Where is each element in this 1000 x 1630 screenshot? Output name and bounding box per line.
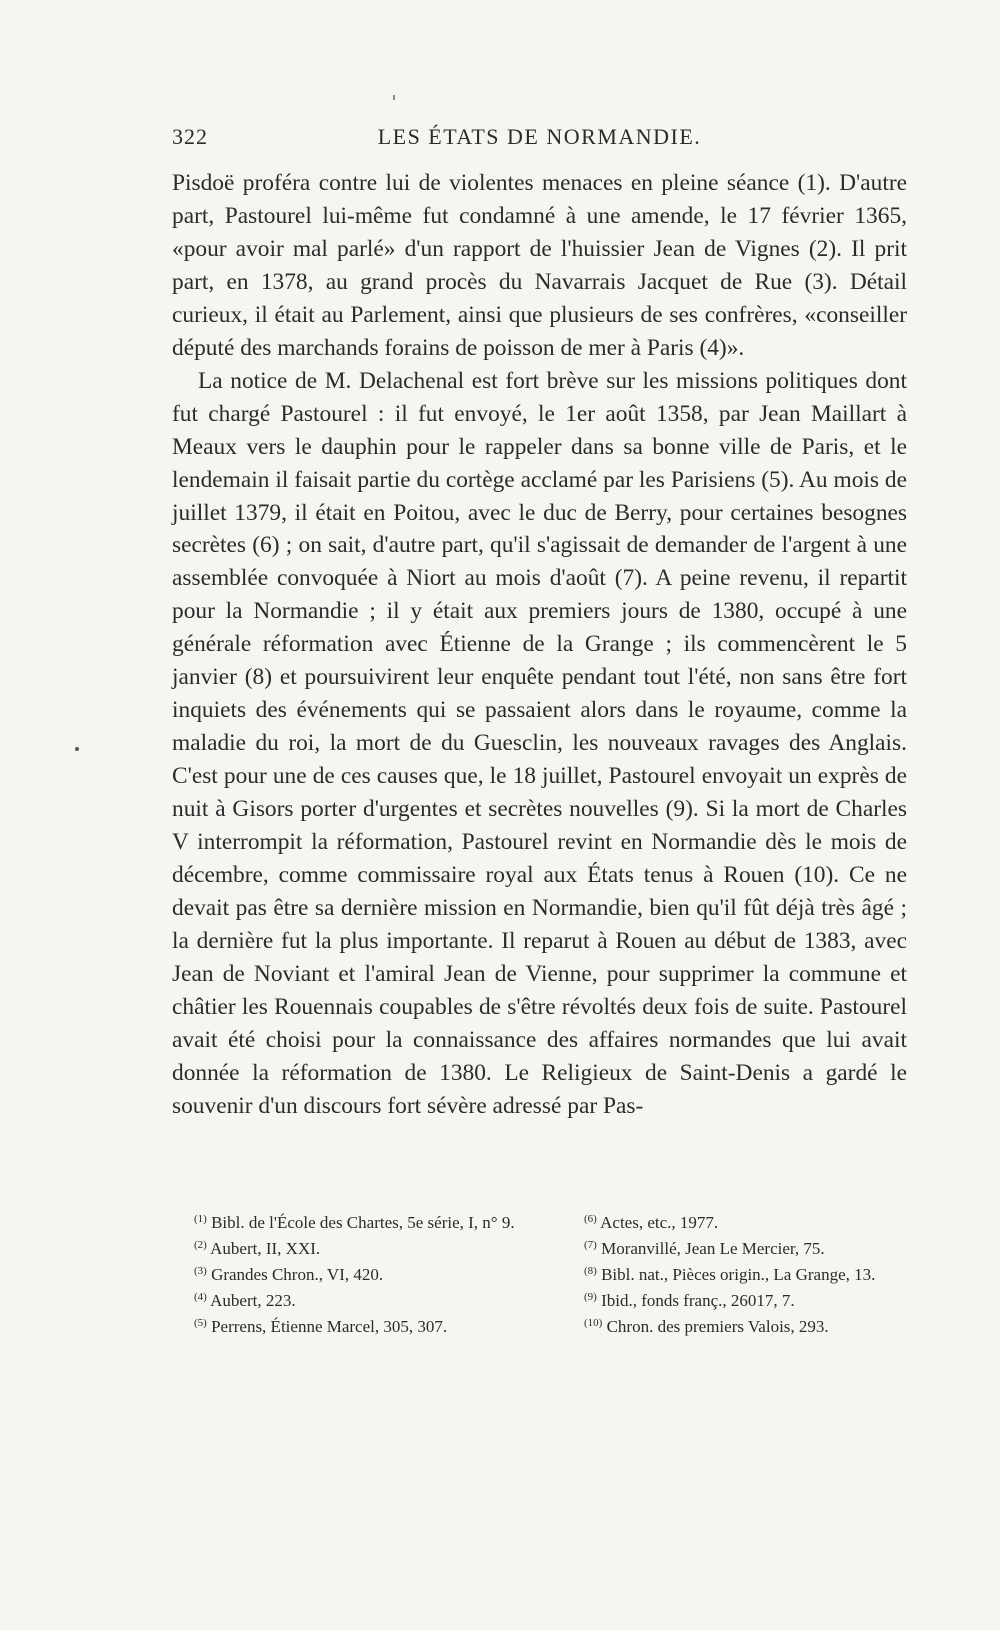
footnote: $^{(3)}$ Grandes Chron., VI, 420. — [194, 1265, 384, 1284]
margin-dot — [75, 747, 79, 751]
footnotes-left-column — [172, 1210, 517, 1340]
footnote: $^{(7)}$ Moranvillé, Jean Le Mercier, 75. — [584, 1239, 825, 1258]
body-text — [172, 167, 907, 1123]
footnote: $^{(6)}$ Actes, etc., 1977. — [584, 1213, 719, 1232]
footnote: $^{(1)}$ Bibl. de l'École des Chartes, 5e série, I, n° 9. — [194, 1213, 515, 1232]
page-number: 322 — [172, 124, 208, 149]
footnote: $^{(10)}$ Chron. des premiers Valois, 293. — [584, 1317, 829, 1336]
footnote: $^{(4)}$ Aubert, 223. — [194, 1291, 296, 1310]
print-mark — [393, 95, 395, 100]
footnote: $^{(5)}$ Perrens, Étienne Marcel, 305, 307. — [194, 1317, 448, 1336]
footnote: $^{(9)}$ Ibid., fonds franç., 26017, 7. — [584, 1291, 795, 1310]
paragraph: Pisdoë proféra contre lui de violentes menaces en pleine séance (1). D'autre part, Pastourel lui-même fut condamné à une amende, le 17 février 1365, «pour avoir mal parlé» d'un rapport de l'huissier Jean de Vignes (2). Il prit part, en 1378, au grand procès du Navarrais Jacquet de Rue (3). Détail curieux, il était au Parlement, ainsi que plusieurs de ses confrères, «conseiller député des marchands forains de poisson de mer à Paris (4)». — [172, 170, 907, 361]
running-title: LES ÉTATS DE NORMANDIE. — [377, 124, 702, 149]
footnotes-right-column — [562, 1210, 907, 1340]
footnote: $^{(8)}$ Bibl. nat., Pièces origin., La Grange, 13. — [584, 1265, 876, 1284]
footnote: $^{(2)}$ Aubert, II, XXI. — [194, 1239, 321, 1258]
page-header — [172, 124, 907, 158]
paragraph: La notice de M. Delachenal est fort brève sur les missions politiques dont fut chargé Pastourel : il fut envoyé, le 1er août 1358, par Jean Maillart à Meaux vers le dauphin pour le rappeler dans sa bonne ville de Paris, et le lendemain il faisait partie du cortège acclamé par les Parisiens (5). Au mois de juillet 1379, il était en Poitou, avec le duc de Berry, pour certaines besognes secrètes (6) ; on sait, d'autre part, qu'il s'agissait de demander de l'argent à une assemblée convoquée à Niort au mois d'août (7). A peine revenu, il repartit pour la Normandie ; il y était aux premiers jours de 1380, occupé à une générale réformation avec Étienne de la Grange ; ils commencèrent le 5 janvier (8) et poursuivirent leur enquête pendant tout l'été, non sans être fort inquiets des événements qui se passaient alors dans le royaume, comme la maladie du roi, la mort de du Guesclin, les nouveaux ravages des Anglais. C'est pour une de ces causes que, le 18 juillet, Pastourel envoyait un exprès de nuit à Gisors porter d'urgentes et secrètes nouvelles (9). Si la mort de Charles V interrompit la réformation, Pastourel revint en Normandie dès le mois de décembre, comme commissaire royal aux États tenus à Rouen (10). Ce ne devait pas être sa dernière mission en Normandie, bien qu'il fût déjà très âgé ; la dernière fut la plus importante. Il reparut à Rouen au début de 1383, avec Jean de Noviant et l'amiral Jean de Vienne, pour supprimer la commune et châtier les Rouennais coupables de s'être révoltés deux fois de suite. Pastourel avait été choisi pour la connaissance des affaires normandes que lui avait donnée la réformation de 1380. Le Religieux de Saint-Denis a gardé le souvenir d'un discours fort sévère adressé par Pas- — [172, 367, 907, 1119]
